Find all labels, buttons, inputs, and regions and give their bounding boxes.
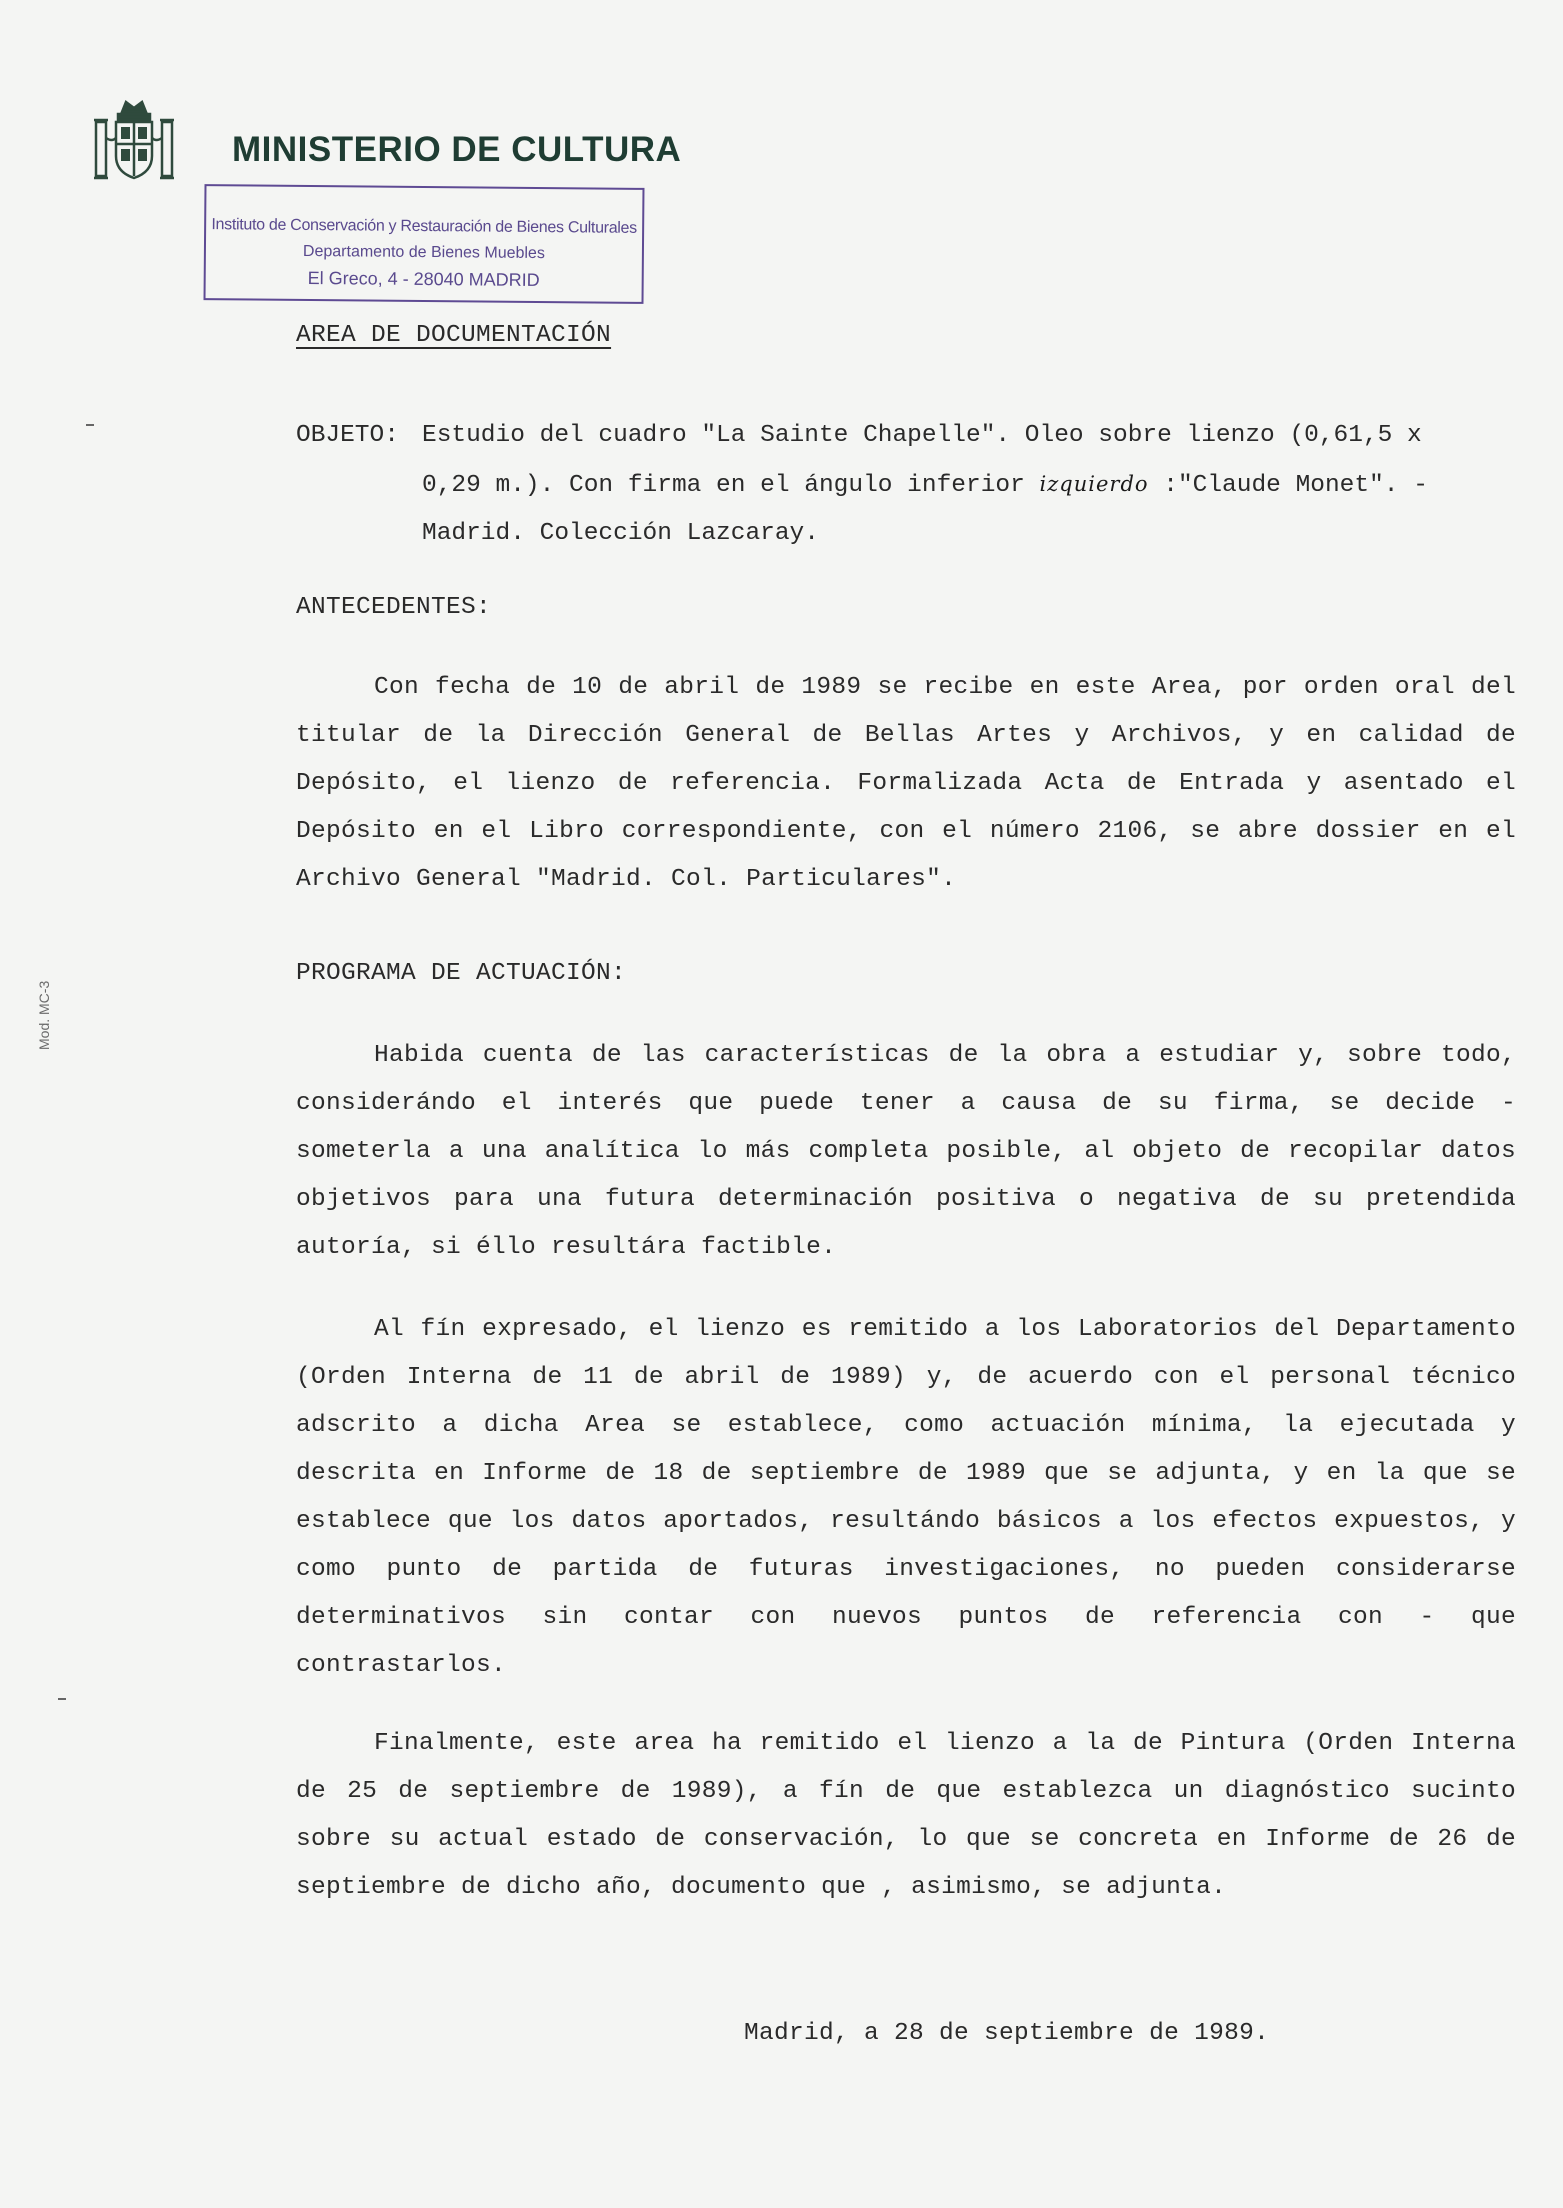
institute-stamp — [204, 184, 645, 304]
objeto-text-signature: :"Claude Monet". - — [1163, 472, 1428, 499]
programa-heading: PROGRAMA DE ACTUACIÓN: — [296, 960, 627, 987]
form-model-mark: Mod. MC-3 — [36, 980, 52, 1050]
antecedentes-paragraph: Con fecha de 10 de abril de 1989 se recibe en este Area, por orden oral del titular de la Dirección General de Bellas Artes y Archivos, y en calidad de Depósito, el lienzo de referencia. Formalizada Acta de Entrada y asentado el Depósito en el Libro correspondiente, con el número 2106, se abre dossier en el Archivo General "Madrid. Col. Particulares". — [296, 674, 1516, 893]
objeto-text-line2: 0,29 m.). Con firma en el ángulo inferior — [422, 472, 1025, 499]
area-title: AREA DE DOCUMENTACIÓN — [296, 322, 612, 349]
stamp-line-address: El Greco, 4 - 28040 MADRID — [307, 267, 540, 291]
margin-tick — [58, 1698, 66, 1700]
objeto-label: OBJETO: — [296, 422, 399, 449]
handwritten-annotation: izquierdo — [1039, 472, 1149, 496]
objeto-block — [296, 412, 1516, 558]
margin-tick — [86, 424, 94, 426]
stamp-line-institute: Instituto de Conservación y Restauración de Bienes Culturales — [211, 216, 637, 237]
antecedentes-heading: ANTECEDENTES: — [296, 594, 492, 621]
objeto-text-line1: Estudio del cuadro "La Sainte Chapelle". Oleo sobre lienzo (0,61,5 x — [422, 422, 1422, 449]
coat-of-arms-icon — [92, 98, 176, 186]
programa-paragraph-3: Finalmente, este area ha remitido el lienzo a la de Pintura (Orden Interna de 25 de septiembre de 1989), a fín de que establezca un diagnóstico sucinto sobre su actual estado de conservación, lo que se concreta en Informe de 26 de septiembre de dicho año, documento que , asimismo, se adjunta. — [296, 1730, 1516, 1901]
ministry-name: MINISTERIO DE CULTURA — [232, 130, 682, 169]
programa-paragraph-1: Habida cuenta de las características de la obra a estudiar y, sobre todo, considerándo el interés que puede tener a causa de su firma, se decide - someterla a una analítica lo más completa posible, al objeto de recopilar datos objetivos para una futura determinación positiva o negativa de su pretendida autoría, si éllo resultára factible. — [296, 1042, 1516, 1261]
programa-paragraph-2: Al fín expresado, el lienzo es remitido a los Laboratorios del Departamento (Orden Interna de 11 de abril de 1989) y, de acuerdo con el personal técnico adscrito a dicha Area se establece, como actuación mínima, la ejecutada y descrita en Informe de 18 de septiembre de 1989 que se adjunta, y en la que se establece que los datos aportados, resultándo básicos a los efectos expuestos, y como punto de partida de futuras investigaciones, no pueden considerarse determinativos sin contar con nuevos puntos de referencia con - que contrastarlos. — [296, 1316, 1516, 1679]
objeto-text-line3: Madrid. Colección Lazcaray. — [422, 520, 819, 547]
stamp-line-department: Departamento de Bienes Muebles — [302, 242, 545, 263]
place-and-date: Madrid, a 28 de septiembre de 1989. — [744, 2020, 1270, 2047]
